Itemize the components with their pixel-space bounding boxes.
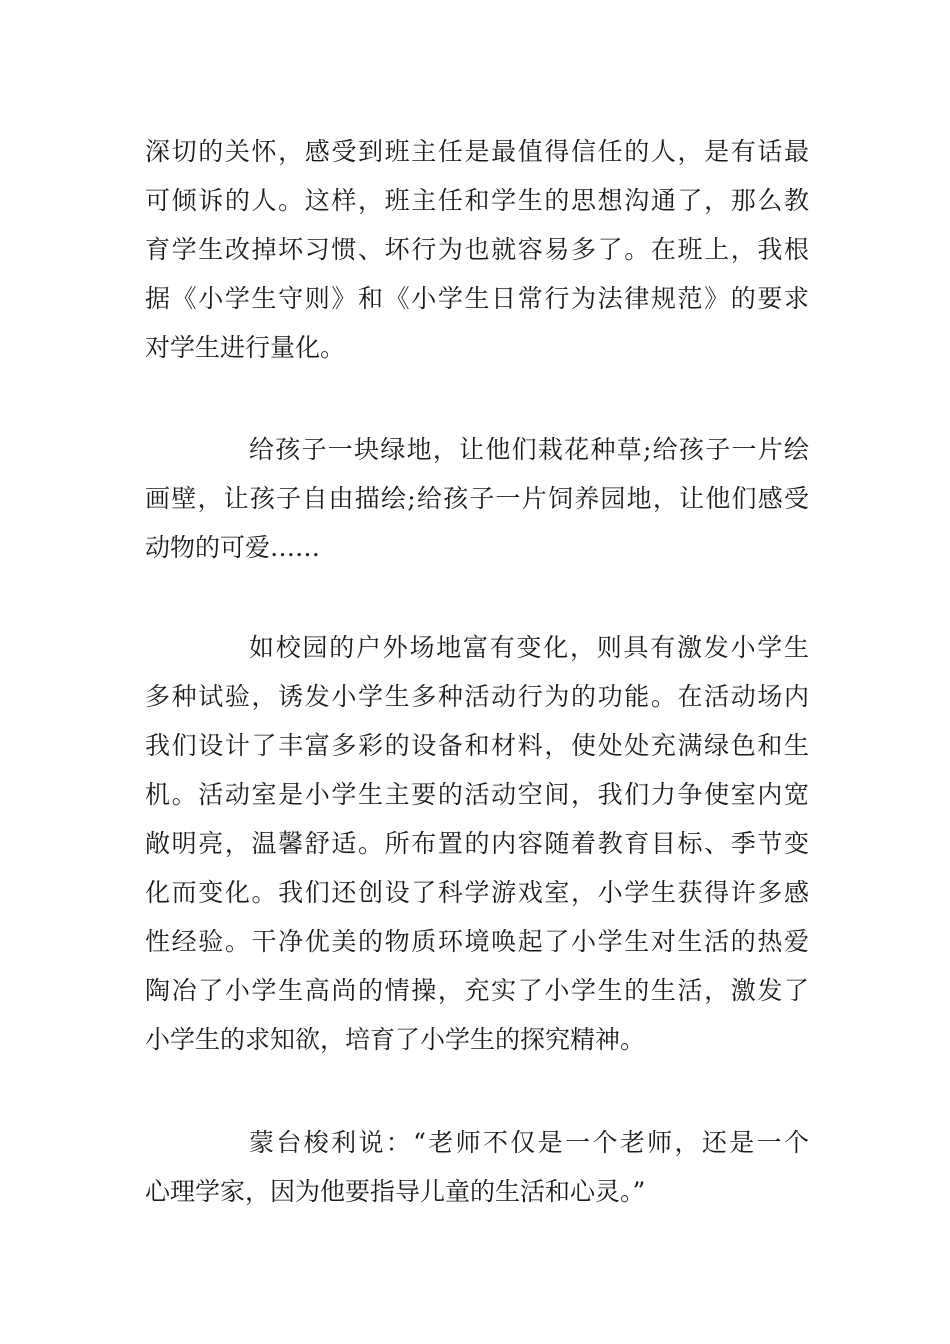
- paragraph-4: [145, 1118, 809, 1216]
- text-line: 可倾诉的人。这样，班主任和学生的思想沟通了，那么教: [145, 186, 809, 215]
- text-line: 据《小学生守则》和《小学生日常行为法律规范》的要求: [145, 284, 809, 313]
- text-line: 育学生改掉坏习惯、坏行为也就容易多了。在班上，我根: [145, 235, 809, 264]
- text-line: 心理学家，因为他要指导儿童的生活和心灵。”: [145, 1177, 646, 1206]
- text-line: 如校园的户外场地富有变化，则具有激发小学生: [249, 633, 809, 662]
- text-line: 深切的关怀，感受到班主任是最值得信任的人，是有话最: [145, 137, 809, 166]
- text-line: 陶冶了小学生高尚的情操，充实了小学生的生活，激发了: [145, 976, 809, 1005]
- text-line: 给孩子一块绿地，让他们栽花种草;给孩子一片绘: [249, 435, 809, 464]
- text-line: 对学生进行量化。: [145, 333, 346, 362]
- text-line: 性经验。干净优美的物质环境唤起了小学生对生活的热爱: [145, 927, 809, 956]
- text-line: 画壁，让孩子自由描绘;给孩子一片饲养园地，让他们感受: [145, 484, 809, 513]
- text-line: 动物的可爱……: [145, 533, 321, 562]
- text-line: 化而变化。我们还创设了科学游戏室，小学生获得许多感: [145, 878, 809, 907]
- text-line: 我们设计了丰富多彩的设备和材料，使处处充满绿色和生: [145, 731, 809, 760]
- paragraph-1: [145, 127, 809, 372]
- paragraph-2: [145, 425, 809, 572]
- text-line: 小学生的求知欲，培育了小学生的探究精神。: [145, 1025, 646, 1054]
- text-line: 敞明亮，温馨舒适。所布置的内容随着教育目标、季节变: [145, 829, 809, 858]
- paragraph-3: [145, 623, 809, 1064]
- text-line: 蒙台梭利说：“老师不仅是一个老师，还是一个: [249, 1128, 809, 1157]
- text-line: 多种试验，诱发小学生多种活动行为的功能。在活动场内: [145, 682, 809, 711]
- text-line: 机。活动室是小学生主要的活动空间，我们力争使室内宽: [145, 780, 809, 809]
